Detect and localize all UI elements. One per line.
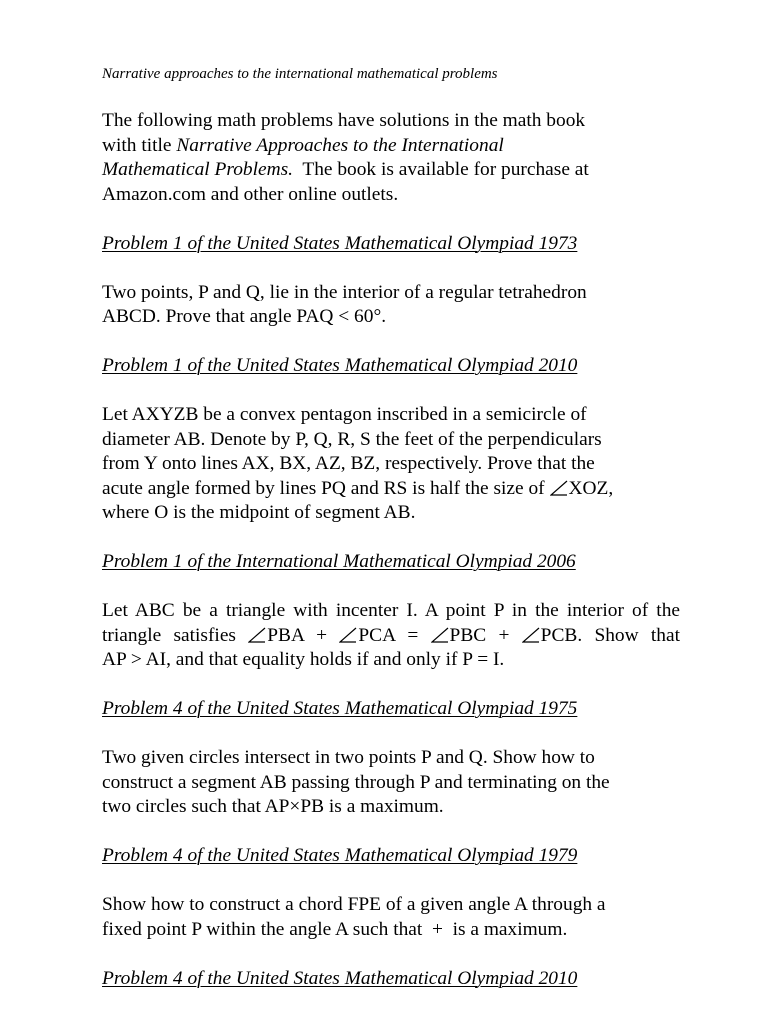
problem-line: Let ABC be a triangle with incenter I. A point P in the interior of the (102, 600, 680, 621)
problem-statement (102, 746, 680, 820)
angle-icon (550, 480, 568, 496)
angle-term-text: PBA + (267, 624, 328, 646)
problem-heading: Problem 4 of the United States Mathematical Olympiad 1975 (102, 698, 578, 719)
problem-line: from Y onto lines AX, BX, AZ, BZ, respectively. Prove that the (102, 453, 595, 474)
intro-line: The following math problems have solutions in the math book (102, 110, 586, 131)
problem-line (102, 624, 680, 649)
problem-heading: Problem 1 of the International Mathematical Olympiad 2006 (102, 551, 576, 572)
problem-line-text: acute angle formed by lines PQ and RS is half the size of (102, 477, 550, 499)
problem-line: fixed point P within the angle A such that + is a maximum. (102, 918, 568, 940)
intro-line-suffix: The book is available for purchase at (293, 159, 589, 180)
problem-statement (102, 281, 680, 330)
problem-heading: Problem 4 of the United States Mathematical Olympiad 2010 (102, 967, 578, 989)
problem-heading: Problem 1 of the United States Mathematical Olympiad 2010 (102, 355, 578, 376)
intro-line-prefix: with title (102, 134, 177, 156)
problem-line: construct a segment AB passing through P and terminating on the (102, 771, 610, 793)
problem-line: AP > AI, and that equality holds if and only if P = I. (102, 649, 505, 670)
problem-statement (102, 403, 680, 526)
angle-term (339, 625, 418, 646)
angle-term (522, 625, 680, 646)
problem-heading: Problem 1 of the United States Mathematical Olympiad 1973 (102, 232, 578, 254)
problem-heading: Problem 4 of the United States Mathematical Olympiad 1979 (102, 845, 578, 866)
problem-line: Two points, P and Q, lie in the interior of a regular tetrahedron (102, 281, 587, 303)
book-title: Mathematical Problems. (102, 159, 293, 180)
problem-line: diameter AB. Denote by P, Q, R, S the feet of the perpendiculars (102, 428, 602, 450)
problem-line: Show how to construct a chord FPE of a given angle A through a (102, 894, 606, 915)
problem-line: Two given circles intersect in two points P and Q. Show how to (102, 747, 595, 768)
intro-line: Amazon.com and other online outlets. (102, 183, 399, 205)
angle-icon (522, 627, 540, 643)
problem-statement (102, 893, 680, 942)
problem-line-text: XOZ, (568, 477, 614, 499)
problem-line-text: triangle satisfies (102, 624, 236, 646)
intro-line (102, 158, 680, 183)
angle-term (248, 625, 327, 646)
angle-icon (339, 627, 357, 643)
problem-line: Let AXYZB be a convex pentagon inscribed in a semicircle of (102, 404, 587, 425)
angle-term (431, 625, 510, 646)
intro-line (102, 134, 680, 159)
angle-term-text: PCA = (358, 624, 419, 646)
intro-paragraph (102, 109, 680, 207)
running-header: Narrative approaches to the international mathematical problems (102, 66, 498, 82)
book-title: Narrative Approaches to the International (176, 134, 504, 156)
problem-line (102, 477, 680, 502)
angle-icon (431, 627, 449, 643)
angle-term-text: PCB. Show that (540, 624, 680, 646)
problem-line: where O is the midpoint of segment AB. (102, 502, 416, 523)
problem-statement (102, 599, 680, 673)
angle-term-text: PBC + (449, 624, 510, 646)
problem-line: two circles such that AP×PB is a maximum. (102, 796, 444, 817)
document-body (102, 109, 680, 1016)
angle-icon (248, 627, 266, 643)
problem-line: ABCD. Prove that angle PAQ < 60°. (102, 306, 387, 327)
